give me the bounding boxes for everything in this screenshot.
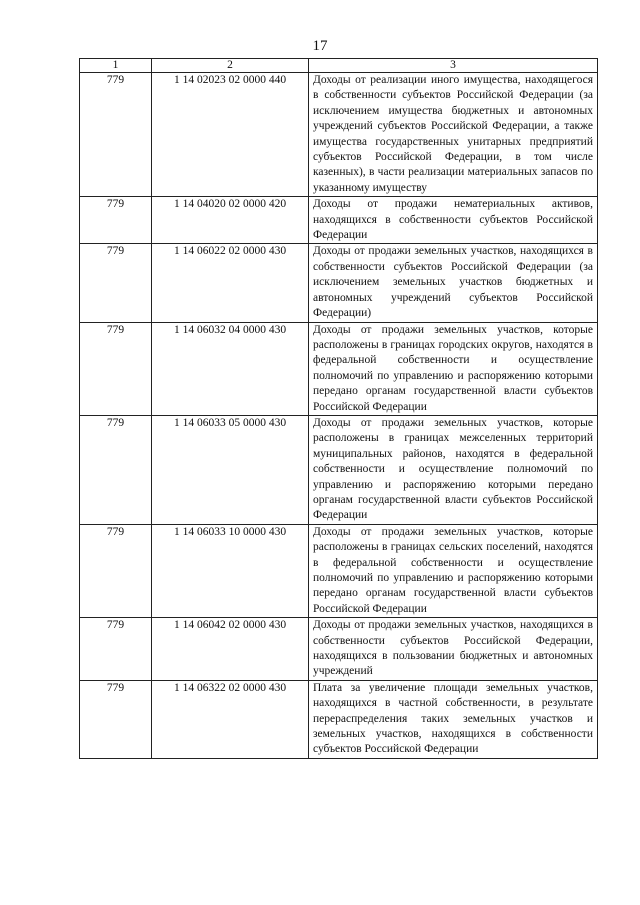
- revenue-code-cell: 1 14 06032 04 0000 430: [152, 322, 309, 415]
- table-row: [80, 680, 598, 758]
- revenue-code-cell: 1 14 06322 02 0000 430: [152, 680, 309, 758]
- revenue-code-cell: 1 14 02023 02 0000 440: [152, 73, 309, 197]
- revenue-code-cell: 1 14 06033 10 0000 430: [152, 524, 309, 617]
- column-header-3: 3: [309, 59, 598, 73]
- table-row: [80, 415, 598, 524]
- revenue-description-cell: Доходы от продажи земельных участков, которые расположены в границах межселенных территорий муниципальных районов, находятся в федеральной собственности и осуществление полномочий по управлению и распоряжению которыми передано органам государственной власти субъектов Российской Федерации: [309, 415, 598, 524]
- admin-code-cell: 779: [80, 244, 152, 322]
- revenue-code-cell: 1 14 04020 02 0000 420: [152, 197, 309, 244]
- admin-code-cell: 779: [80, 197, 152, 244]
- revenue-code-cell: 1 14 06042 02 0000 430: [152, 618, 309, 681]
- column-header-2: 2: [152, 59, 309, 73]
- admin-code-cell: 779: [80, 322, 152, 415]
- revenue-code-cell: 1 14 06033 05 0000 430: [152, 415, 309, 524]
- admin-code-cell: 779: [80, 415, 152, 524]
- table-header-row: [80, 59, 598, 73]
- revenue-code-cell: 1 14 06022 02 0000 430: [152, 244, 309, 322]
- table-row: [80, 524, 598, 617]
- revenue-description-cell: Доходы от реализации иного имущества, находящегося в собственности субъектов Российской Федерации (за исключением имущества бюджетных и автономных учреждений субъектов Российской Федерации, а также имущества государственных унитарных предприятий субъектов Российской Федерации, в том числе казенных), в части реализации материальных запасов по указанному имуществу: [309, 73, 598, 197]
- admin-code-cell: 779: [80, 680, 152, 758]
- table-row: [80, 322, 598, 415]
- revenue-description-cell: Плата за увеличение площади земельных участков, находящихся в частной собственности, в результате перераспределения таких земельных участков и земельных участков, находящихся в собственности субъектов Российской Федерации: [309, 680, 598, 758]
- revenue-codes-table: [79, 58, 598, 759]
- admin-code-cell: 779: [80, 73, 152, 197]
- admin-code-cell: 779: [80, 524, 152, 617]
- table-row: [80, 244, 598, 322]
- column-header-1: 1: [80, 59, 152, 73]
- revenue-description-cell: Доходы от продажи земельных участков, находящихся в собственности субъектов Российской Федерации, находящихся в пользовании бюджетных и автономных учреждений: [309, 618, 598, 681]
- page-number: 17: [312, 38, 328, 54]
- revenue-description-cell: Доходы от продажи земельных участков, которые расположены в границах сельских поселений, находятся в федеральной собственности и осуществление полномочий по управлению и распоряжению которыми передано органам государственной власти субъектов Российской Федерации: [309, 524, 598, 617]
- revenue-description-cell: Доходы от продажи земельных участков, находящихся в собственности субъектов Российской Федерации (за исключением земельных участков бюджетных и автономных учреждений субъектов Российской Федерации): [309, 244, 598, 322]
- revenue-description-cell: Доходы от продажи нематериальных активов, находящихся в собственности субъектов Российской Федерации: [309, 197, 598, 244]
- table-row: [80, 618, 598, 681]
- table-row: [80, 197, 598, 244]
- admin-code-cell: 779: [80, 618, 152, 681]
- revenue-description-cell: Доходы от продажи земельных участков, которые расположены в границах городских округов, находятся в федеральной собственности и осуществление полномочий по управлению и распоряжению которыми передано органам государственной власти субъектов Российской Федерации: [309, 322, 598, 415]
- table-row: [80, 73, 598, 197]
